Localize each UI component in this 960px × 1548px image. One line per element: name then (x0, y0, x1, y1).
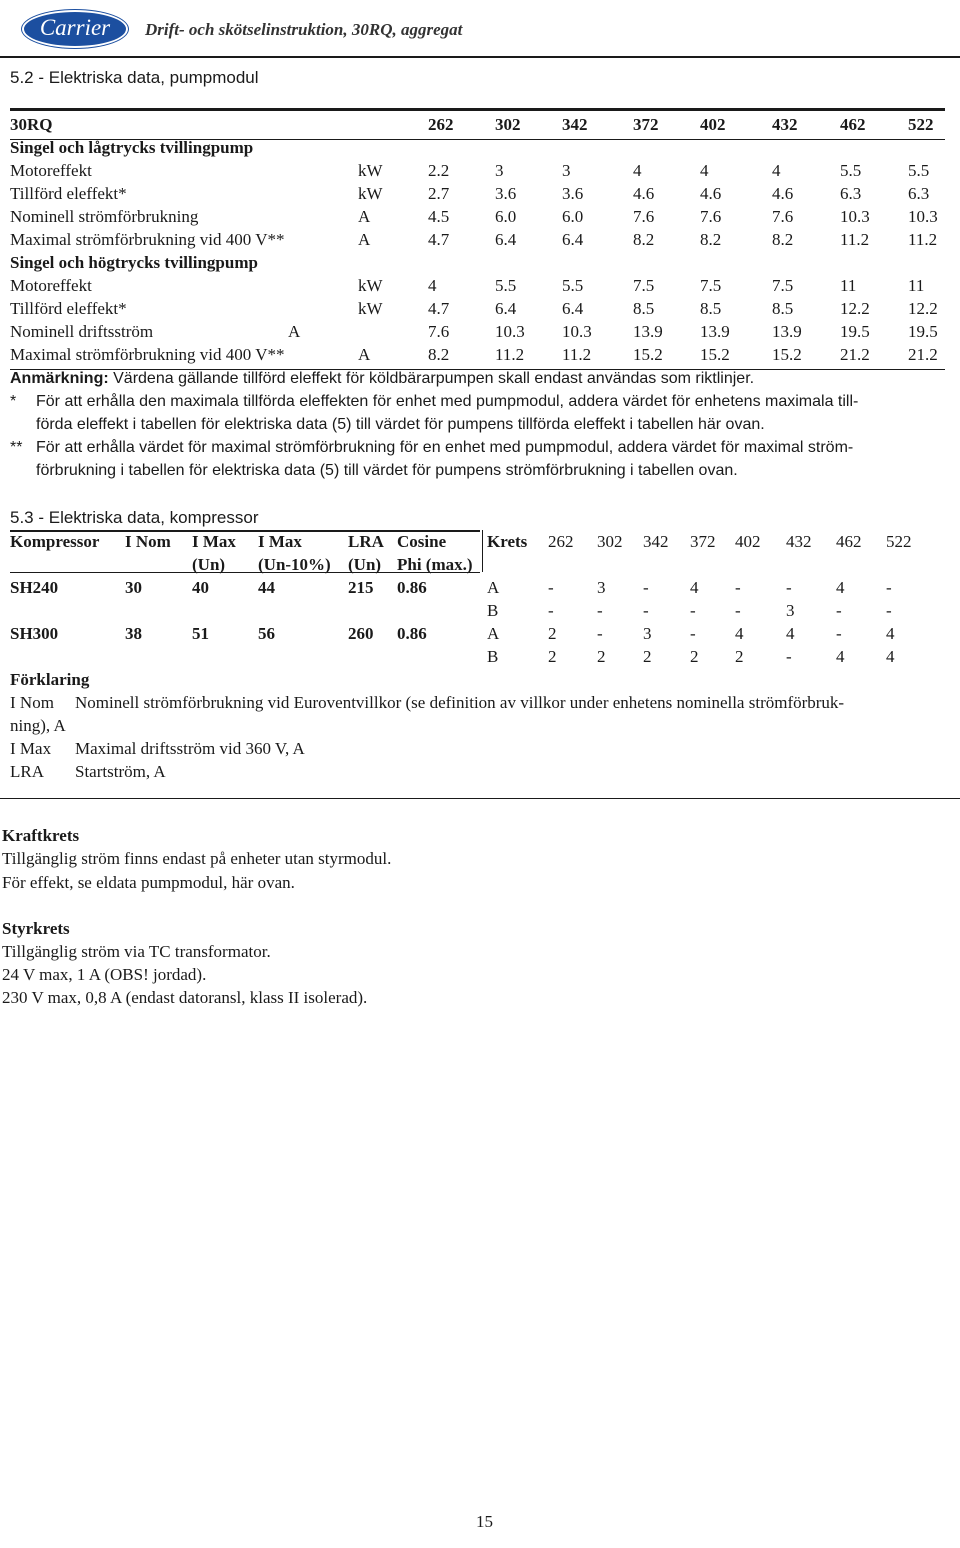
krets-b-value: 3 (786, 601, 795, 620)
legend-inom-key: I Nom (10, 693, 54, 712)
compressor-name: SH300 (10, 624, 59, 643)
table-header-size: 522 (908, 115, 934, 134)
footnote-1-line-2: förda eleffekt i tabellen för elektriska data (5) till värdet för pumpens tillförda eleffekt i tabellen här ovan. (36, 416, 765, 433)
krets-size-header: 522 (886, 532, 912, 551)
krets-b-value: 2 (548, 647, 557, 666)
krets-a-value: 4 (836, 578, 845, 597)
row-value: 6.0 (495, 207, 517, 226)
compressor-lra: 260 (348, 624, 374, 643)
krets-a-value: - (735, 578, 741, 597)
krets-a-value: 4 (690, 578, 699, 597)
row-value: 10.3 (495, 322, 525, 341)
footnote-1-line-1: För att erhålla den maximala tillförda eleffekten för enhet med pumpmodul, addera värdet för enhetens maximala till- (36, 393, 859, 410)
krets-b-value: 2 (643, 647, 652, 666)
row-value: 13.9 (772, 322, 802, 341)
row-value: 12.2 (840, 299, 870, 318)
row-label: Nominell strömförbrukning (10, 207, 199, 226)
styrkrets-line-1: Tillgänglig ström via TC transformator. (2, 942, 271, 961)
krets-size-header: 402 (735, 532, 761, 551)
row-value: 7.6 (428, 322, 450, 341)
row-value: 6.4 (495, 299, 517, 318)
row-value: 4 (428, 276, 437, 295)
row-value: 4 (700, 161, 709, 180)
note-text: Värdena gällande tillförd eleffekt för köldbärarpumpen skall endast användas som riktlinjer. (113, 370, 755, 387)
krets-b-value: - (886, 601, 892, 620)
compressor-cosine: 0.86 (397, 624, 427, 643)
legend-lra-key: LRA (10, 762, 44, 781)
krets-b-value: - (836, 601, 842, 620)
col-lra-unit: (Un) (348, 555, 382, 574)
krets-label-a: A (487, 624, 500, 643)
row-value: 3.6 (495, 184, 517, 203)
row-label: Nominell driftsström (10, 322, 154, 341)
row-value: 4.6 (633, 184, 655, 203)
compressor-lra: 215 (348, 578, 374, 597)
row-unit: kW (358, 299, 383, 318)
section-divider (0, 798, 960, 799)
krets-size-header: 462 (836, 532, 862, 551)
row-value: 8.5 (772, 299, 794, 318)
row-value: 8.2 (428, 345, 450, 364)
row-value: 5.5 (495, 276, 517, 295)
row-value: 11.2 (908, 230, 938, 249)
row-value: 7.6 (772, 207, 794, 226)
krets-a-value: 3 (597, 578, 606, 597)
table-top-rule (10, 108, 945, 111)
row-label: Maximal strömförbrukning vid 400 V** (10, 345, 285, 364)
row-value: 2.2 (428, 161, 450, 180)
row-value: 6.4 (562, 299, 584, 318)
krets-a-value: 4 (786, 624, 795, 643)
row-value: 10.3 (908, 207, 938, 226)
krets-label-a: A (487, 578, 500, 597)
row-value: 8.5 (633, 299, 655, 318)
row-value: 6.4 (495, 230, 517, 249)
carrier-logo: Carrier (22, 10, 128, 48)
compressor-imax2: 44 (258, 578, 275, 597)
col-imax: I Max (192, 532, 236, 551)
row-value: 6.0 (562, 207, 584, 226)
row-label: Tillförd eleffekt* (10, 184, 127, 203)
footnote-2-mark: ** (10, 439, 23, 456)
col-imax2: I Max (258, 532, 302, 551)
table-header-size: 302 (495, 115, 521, 134)
footnote-1-mark: * (10, 393, 17, 410)
krets-b-value: - (643, 601, 649, 620)
krets-b-value: 2 (597, 647, 606, 666)
legend-imax-key: I Max (10, 739, 52, 758)
row-unit: A (358, 207, 371, 226)
col-krets: Krets (487, 532, 528, 551)
krets-a-value: 3 (643, 624, 652, 643)
krets-b-value: 4 (836, 647, 845, 666)
section-5-3-title: 5.3 - Elektriska data, kompressor (10, 508, 259, 527)
table-header-size: 342 (562, 115, 588, 134)
legend-inom-text-cont: ning), A (10, 716, 66, 735)
legend-inom-text: Nominell strömförbrukning vid Euroventvillkor (se definition av villkor under enhetens nominella strömförbruk- (75, 693, 845, 712)
krets-a-value: 4 (735, 624, 744, 643)
col-kompressor: Kompressor (10, 532, 100, 551)
row-value: 10.3 (840, 207, 870, 226)
col-inom: I Nom (125, 532, 171, 551)
row-unit: kW (358, 276, 383, 295)
krets-label-b: B (487, 647, 499, 666)
table-header-size: 262 (428, 115, 454, 134)
col-cosine: Cosine (397, 532, 447, 551)
kraftkrets-line-1: Tillgänglig ström finns endast på enheter utan styrmodul. (2, 849, 392, 868)
row-value: 6.3 (908, 184, 930, 203)
row-value: 8.5 (700, 299, 722, 318)
col-lra: LRA (348, 532, 384, 551)
table-header-size: 462 (840, 115, 866, 134)
krets-size-header: 372 (690, 532, 716, 551)
row-value: 4.6 (700, 184, 722, 203)
row-value: 11.2 (495, 345, 525, 364)
legend-lra-text: Startström, A (75, 762, 166, 781)
krets-a-value: 2 (548, 624, 557, 643)
row-value: 6.4 (562, 230, 584, 249)
row-label: Tillförd eleffekt* (10, 299, 127, 318)
row-unit: kW (358, 161, 383, 180)
table-header-model: 30RQ (10, 115, 53, 134)
row-value: 11 (840, 276, 857, 295)
krets-a-value: - (836, 624, 842, 643)
krets-a-value: - (690, 624, 696, 643)
group-title: Singel och lågtrycks tvillingpump (10, 138, 254, 157)
styrkrets-line-3: 230 V max, 0,8 A (endast datoransl, klass II isolerad). (2, 988, 368, 1007)
row-value: 3 (495, 161, 504, 180)
row-value: 4.6 (772, 184, 794, 203)
table-header-size: 432 (772, 115, 798, 134)
row-unit: A (358, 345, 371, 364)
legend-imax-text: Maximal driftsström vid 360 V, A (75, 739, 305, 758)
row-label: Maximal strömförbrukning vid 400 V** (10, 230, 285, 249)
footnote-2-line-1: För att erhålla värdet för maximal strömförbrukning för en enhet med pumpmodul, addera värdet för maximal ström- (36, 439, 854, 456)
row-value: 7.6 (700, 207, 722, 226)
row-value: 4.7 (428, 230, 450, 249)
row-value: 5.5 (562, 276, 584, 295)
row-value: 11.2 (840, 230, 870, 249)
krets-a-value: - (643, 578, 649, 597)
row-unit: A (288, 322, 301, 341)
row-value: 2.7 (428, 184, 450, 203)
legend-title: Förklaring (10, 670, 90, 689)
krets-b-value: - (548, 601, 554, 620)
row-value: 12.2 (908, 299, 938, 318)
row-value: 5.5 (840, 161, 862, 180)
compressor-imax: 40 (192, 578, 209, 597)
krets-b-value: - (735, 601, 741, 620)
styrkrets-title: Styrkrets (2, 919, 70, 938)
kraftkrets-line-2: För effekt, se eldata pumpmodul, här ovan. (2, 873, 295, 892)
row-value: 11 (908, 276, 925, 295)
col-imax2-unit: (Un-10%) (258, 555, 331, 574)
row-value: 6.3 (840, 184, 862, 203)
row-value: 7.6 (633, 207, 655, 226)
row-value: 3 (562, 161, 571, 180)
krets-a-value: - (548, 578, 554, 597)
row-value: 15.2 (700, 345, 730, 364)
row-value: 21.2 (908, 345, 938, 364)
row-value: 15.2 (772, 345, 802, 364)
group-title: Singel och högtrycks tvillingpump (10, 253, 258, 272)
row-label: Motoreffekt (10, 276, 92, 295)
table-header-size: 402 (700, 115, 726, 134)
table-header-size: 372 (633, 115, 659, 134)
row-unit: kW (358, 184, 383, 203)
compressor-name: SH240 (10, 578, 59, 597)
krets-b-value: 2 (735, 647, 744, 666)
header-divider (0, 56, 960, 58)
row-value: 13.9 (700, 322, 730, 341)
krets-a-value: 4 (886, 624, 895, 643)
krets-size-header: 432 (786, 532, 812, 551)
row-value: 7.5 (772, 276, 794, 295)
document-title: Drift- och skötselinstruktion, 30RQ, aggregat (145, 20, 463, 39)
krets-b-value: 2 (690, 647, 699, 666)
row-value: 4 (633, 161, 642, 180)
row-value: 5.5 (908, 161, 930, 180)
row-value: 13.9 (633, 322, 663, 341)
krets-label-b: B (487, 601, 499, 620)
row-value: 19.5 (840, 322, 870, 341)
table-note (10, 370, 754, 388)
note-label: Anmärkning: (10, 370, 109, 387)
section-5-2-title: 5.2 - Elektriska data, pumpmodul (10, 68, 259, 87)
krets-b-value: - (690, 601, 696, 620)
row-value: 4.7 (428, 299, 450, 318)
row-value: 15.2 (633, 345, 663, 364)
krets-b-value: - (786, 647, 792, 666)
compressor-inom: 38 (125, 624, 142, 643)
row-value: 8.2 (700, 230, 722, 249)
row-value: 7.5 (633, 276, 655, 295)
compressor-inom: 30 (125, 578, 142, 597)
krets-a-value: - (886, 578, 892, 597)
footnote-2-line-2: förbrukning i tabellen för elektriska data (5) till värdet för pumpens strömförbrukning i tabellen ovan. (36, 462, 738, 479)
row-value: 19.5 (908, 322, 938, 341)
krets-b-value: - (597, 601, 603, 620)
krets-size-header: 262 (548, 532, 574, 551)
kraftkrets-title: Kraftkrets (2, 826, 80, 845)
krets-a-value: - (786, 578, 792, 597)
comp-table-divider (482, 530, 483, 572)
krets-a-value: - (597, 624, 603, 643)
row-value: 4 (772, 161, 781, 180)
row-value: 7.5 (700, 276, 722, 295)
compressor-imax: 51 (192, 624, 209, 643)
row-value: 8.2 (633, 230, 655, 249)
styrkrets-line-2: 24 V max, 1 A (OBS! jordad). (2, 965, 207, 984)
compressor-imax2: 56 (258, 624, 275, 643)
col-cosine-phi: Phi (max.) (397, 555, 473, 574)
row-value: 8.2 (772, 230, 794, 249)
row-value: 11.2 (562, 345, 592, 364)
row-value: 21.2 (840, 345, 870, 364)
row-value: 3.6 (562, 184, 584, 203)
krets-size-header: 342 (643, 532, 669, 551)
row-label: Motoreffekt (10, 161, 92, 180)
col-imax-unit: (Un) (192, 555, 226, 574)
page-number: 15 (476, 1512, 493, 1531)
compressor-cosine: 0.86 (397, 578, 427, 597)
row-value: 10.3 (562, 322, 592, 341)
krets-b-value: 4 (886, 647, 895, 666)
row-unit: A (358, 230, 371, 249)
row-value: 4.5 (428, 207, 450, 226)
krets-size-header: 302 (597, 532, 623, 551)
